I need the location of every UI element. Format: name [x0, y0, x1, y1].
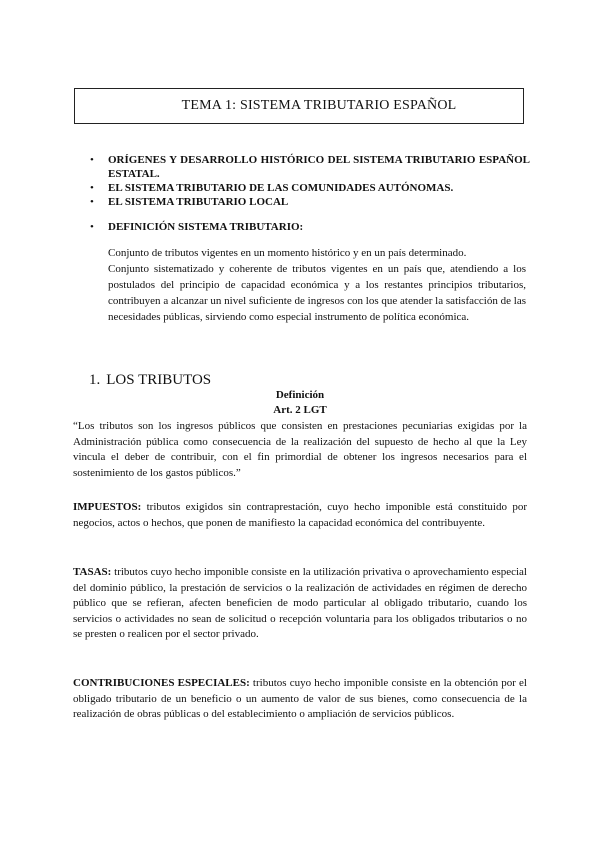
bullet-icon: •: [90, 154, 94, 166]
contribuciones-label: CONTRIBUCIONES ESPECIALES:: [73, 677, 250, 689]
bullet-icon: •: [90, 221, 94, 233]
page-title: TEMA 1: SISTEMA TRIBUTARIO ESPAÑOL: [181, 98, 457, 113]
tributos-quote: “Los tributos son los ingresos públicos que consisten en prestaciones pecuniarias exigidas por la Administración pública como consecuencia de la realización del supuesto de hecho al que la Ley vincula el deber de contribuir, con el fin primordial de obtener los ingresos necesarios para el sostenimiento de los gastos públicos.”: [73, 420, 527, 479]
title-box: [74, 88, 524, 124]
list-item: • ORÍGENES Y DESARROLLO HISTÓRICO DEL SISTEMA TRIBUTARIO ESPAÑOL ESTATAL.: [90, 154, 530, 180]
section-title: LOS TRIBUTOS: [106, 372, 212, 388]
section-heading: [89, 372, 211, 389]
definition-line-2: Conjunto sistematizado y coherente de tributos vigentes en un país que, atendiendo a los postulados del principio de capacidad económica y a los restantes principios tributarios, contribuyen a alcanzar un nivel suficiente de ingresos con los que atender la satisfacción de las necesidades públicas, sirviendo como especial instrumento de política económica.: [108, 263, 526, 323]
subheading-definicion: Definición: [275, 389, 325, 401]
topics-list: [90, 153, 530, 234]
list-item: • DEFINICIÓN SISTEMA TRIBUTARIO:: [90, 221, 304, 233]
tasas-label: TASAS:: [73, 566, 112, 578]
impuestos-label: IMPUESTOS:: [73, 501, 142, 513]
impuestos-paragraph: IMPUESTOS: tributos exigidos sin contraprestación, cuyo hecho imponible está constituido por negocios, actos o hechos, que ponen de manifiesto la capacidad económica del contribuyente.: [73, 501, 527, 529]
definition-line-1: Conjunto de tributos vigentes en un momento histórico y en un país determinado.: [108, 247, 467, 259]
bullet-icon: •: [90, 196, 94, 208]
section-number: 1.: [89, 372, 101, 388]
list-item: • EL SISTEMA TRIBUTARIO DE LAS COMUNIDADES AUTÓNOMAS.: [90, 182, 454, 194]
contribuciones-paragraph: CONTRIBUCIONES ESPECIALES: tributos cuyo hecho imponible consiste en la obtención por el obligado tributario de un beneficio o un aumento de valor de sus bienes, como consecuencia de la realización de obras públicas o del establecimiento o ampliación de servicios públicos.: [73, 677, 527, 720]
definition-sistema-tributario: [108, 245, 526, 325]
list-item: • EL SISTEMA TRIBUTARIO LOCAL: [90, 196, 289, 208]
bullet-icon: •: [90, 182, 94, 194]
subheading-art2: Art. 2 LGT: [273, 404, 327, 416]
tasas-paragraph: TASAS: tributos cuyo hecho imponible consiste en la utilización privativa o aprovechamiento especial del dominio público, la prestación de servicios o la realización de actividades en régimen de derecho público que se refieran, afecten beneficien de modo particular al obligado tributario, cuando los servicios o actividades no sean de solicitud o recepción voluntaria para los obligados tributarios o no se presten o realicen por el sector privado.: [73, 566, 527, 640]
